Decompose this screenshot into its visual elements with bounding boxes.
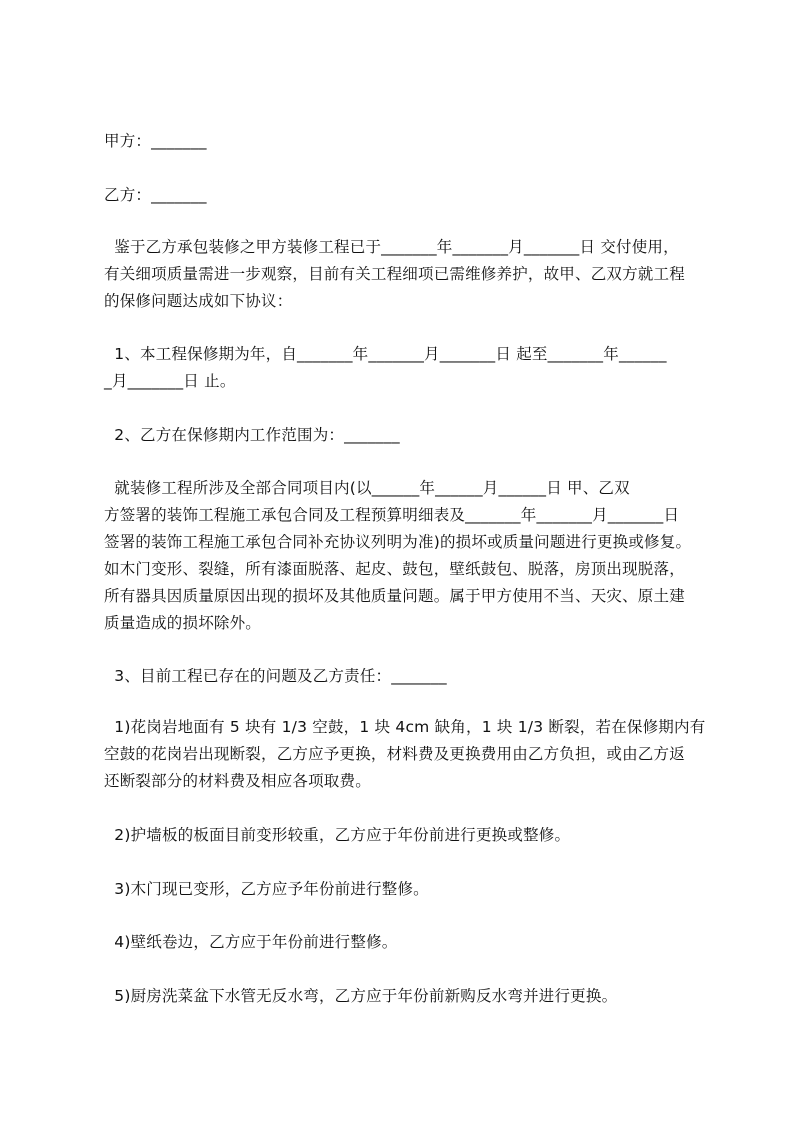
item4-line: 4)壁纸卷边，乙方应于年份前进行整修。	[104, 933, 398, 951]
clause2-body-line: 签署的装饰工程施工承包合同补充协议列明为准)的损坏或质量问题进行更换或修复。	[104, 533, 692, 551]
clause2-body-line: 质量造成的损坏除外。	[104, 614, 262, 632]
item3-line: 3)木门现已变形，乙方应予年份前进行整修。	[104, 880, 429, 898]
preamble-line: 有关细项质量需进一步观察，目前有关工程细项已需维修养护，故甲、乙双方就工程	[104, 265, 685, 283]
clause2-body-line: 方签署的装饰工程施工承包合同及工程预算明细表及_______年_______月_______日	[104, 506, 680, 524]
item1-line: 空鼓的花岗岩出现断裂，乙方应予更换，材料费及更换费用由乙方负担，或由乙方返	[104, 745, 685, 763]
item1-line: 还断裂部分的材料费及相应各项取费。	[104, 772, 371, 790]
party-b-line: 乙方：_______	[104, 186, 207, 204]
preamble-line: 鉴于乙方承包装修之甲方装修工程已于_______年_______月_______日 交付使用，	[104, 238, 679, 256]
clause2-title: 2、乙方在保修期内工作范围为：_______	[104, 426, 400, 444]
party-a-line: 甲方：_______	[104, 132, 207, 150]
item5-line: 5)厨房洗菜盆下水管无反水弯，乙方应于年份前新购反水弯并进行更换。	[104, 987, 618, 1005]
clause1-line: 1、本工程保修期为年，自_______年_______月_______日 起至_______年______	[104, 345, 667, 363]
clause1-line: _月_______日 止。	[104, 372, 236, 390]
clause2-body-line: 就装修工程所涉及全部合同项目内(以______年______月______日 甲、乙双	[104, 479, 630, 497]
preamble-line: 的保修问题达成如下协议：	[104, 292, 293, 310]
item1-line: 1)花岗岩地面有 5 块有 1/3 空鼓，1 块 4cm 缺角，1 块 1/3 断裂，若在保修期内有	[104, 718, 706, 736]
clause3-title: 3、目前工程已存在的问题及乙方责任：_______	[104, 667, 447, 685]
item2-line: 2)护墙板的板面目前变形较重，乙方应于年份前进行更换或整修。	[104, 826, 571, 844]
clause2-body-line: 如木门变形、裂缝，所有漆面脱落、起皮、鼓包，壁纸鼓包、脱落，房顶出现脱落，	[104, 560, 685, 578]
clause2-body-line: 所有器具因质量原因出现的损坏及其他质量问题。属于甲方使用不当、天灾、原土建	[104, 587, 685, 605]
